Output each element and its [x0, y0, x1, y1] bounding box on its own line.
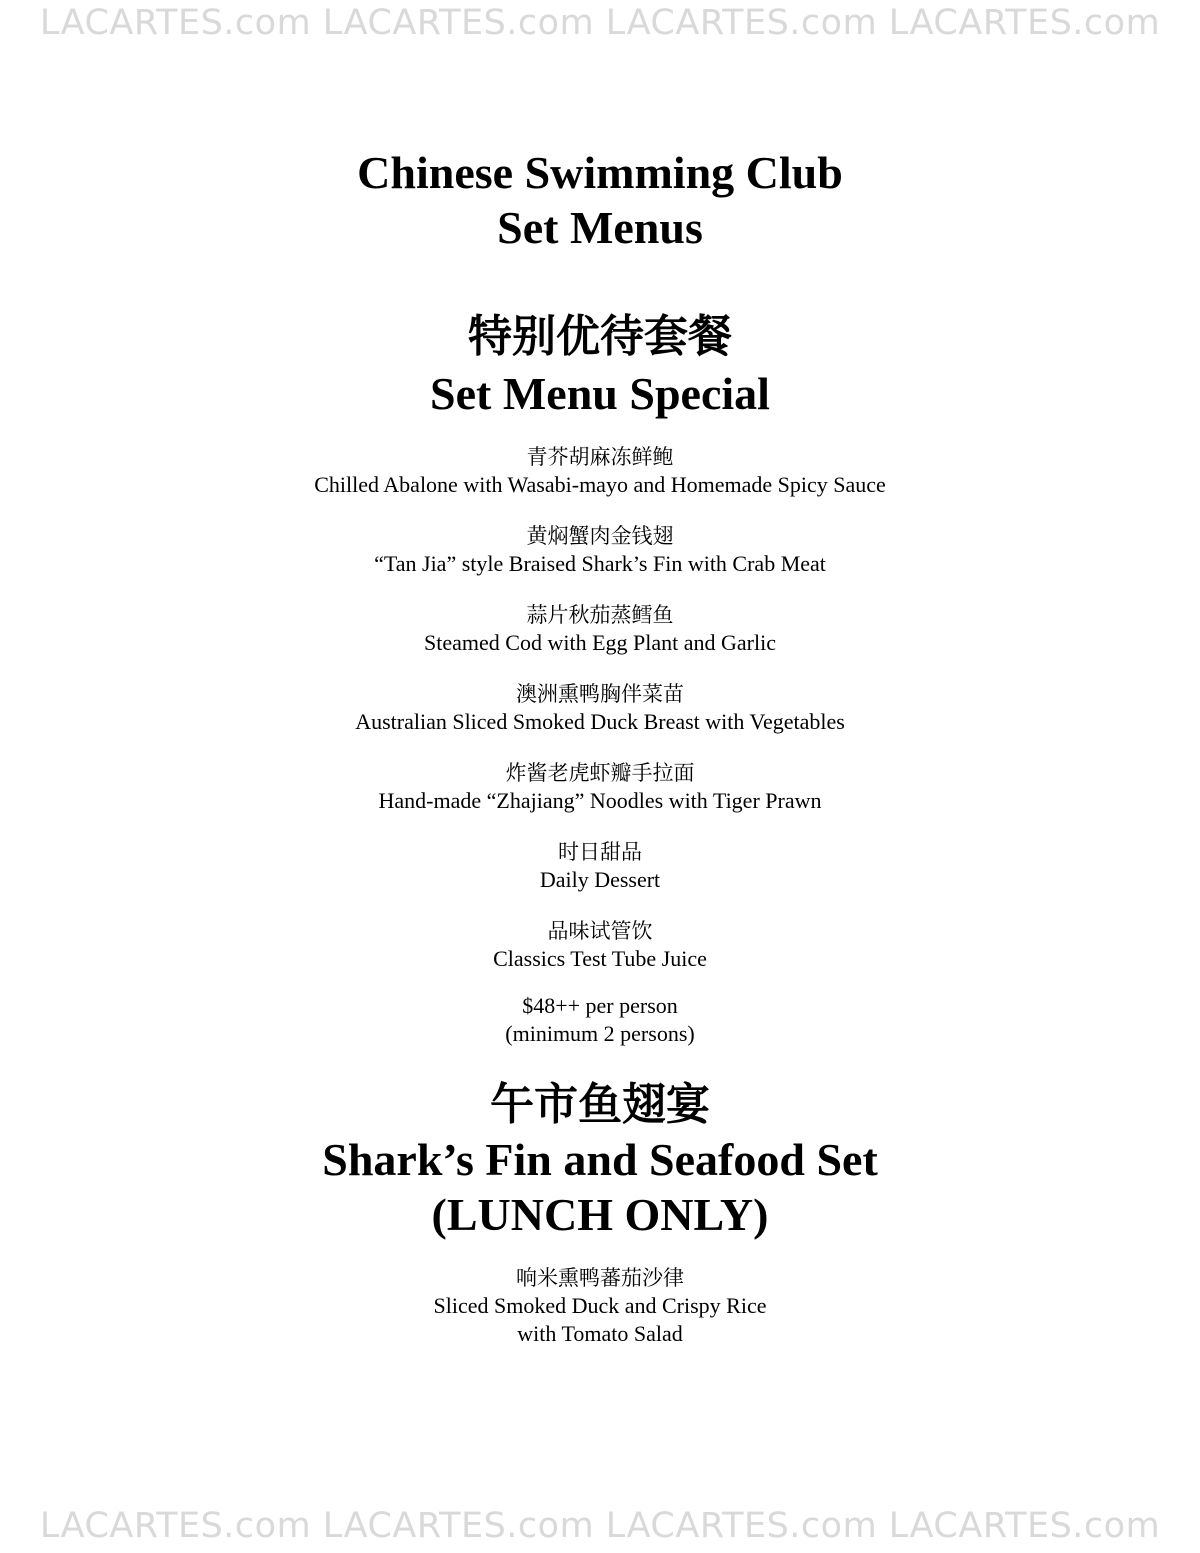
- dish-name-cn: 蒜片秋茄蒸鳕鱼: [526, 603, 674, 627]
- dish-item: [0, 917, 1200, 973]
- dish-name-cn: 青芥胡麻冻鲜鲍: [526, 445, 674, 469]
- dish-item: [0, 1264, 1200, 1348]
- dish-item: [0, 680, 1200, 736]
- dish-name-cn: 响米熏鸭蕃茄沙律: [516, 1266, 684, 1290]
- dish-item: [0, 759, 1200, 815]
- section-title-en: Shark’s Fin and Seafood Set: [322, 1134, 878, 1185]
- dish-list: [0, 443, 1200, 973]
- dish-name-en: Australian Sliced Smoked Duck Breast with Vegetables: [355, 709, 845, 734]
- set-menus-title: Set Menus: [497, 202, 703, 253]
- dish-name-en: Classics Test Tube Juice: [493, 946, 707, 971]
- watermark-top: LACARTES.com LACARTES.com LACARTES.com LACARTES.com: [39, 6, 1161, 41]
- dish-name-cn: 时日甜品: [558, 840, 642, 864]
- dish-item: [0, 443, 1200, 499]
- menu-page: [0, 145, 1200, 1371]
- section-title-en: Set Menu Special: [430, 368, 770, 419]
- dish-name-en: Hand-made “Zhajiang” Noodles with Tiger Prawn: [378, 788, 822, 813]
- dish-name-en: Daily Dessert: [539, 867, 661, 892]
- dish-name-en: “Tan Jia” style Braised Shark’s Fin with Crab Meat: [374, 551, 826, 576]
- dish-list: [0, 1264, 1200, 1348]
- set-menu-special-section: [0, 308, 1200, 1048]
- dish-item: [0, 838, 1200, 894]
- dish-name-cn: 品味试管饮: [547, 919, 653, 943]
- dish-item: [0, 601, 1200, 657]
- lunch-set-section: [0, 1078, 1200, 1348]
- price-info: [0, 992, 1200, 1048]
- section-subtitle-en: (LUNCH ONLY): [431, 1189, 769, 1240]
- dish-name-cn: 炸酱老虎虾瓣手拉面: [505, 761, 695, 785]
- menu-header: [0, 145, 1200, 255]
- dish-name-cn: 黄焖蟹肉金钱翅: [526, 524, 674, 548]
- dish-item: [0, 522, 1200, 578]
- dish-name-cn: 澳洲熏鸭胸伴菜苗: [516, 682, 684, 706]
- watermark-bottom: LACARTES.com LACARTES.com LACARTES.com LACARTES.com: [39, 1509, 1161, 1544]
- section-title-cn: 特别优待套餐: [468, 311, 732, 362]
- dish-name-en: Steamed Cod with Egg Plant and Garlic: [424, 630, 776, 655]
- price-minimum: (minimum 2 persons): [505, 1021, 695, 1046]
- dish-name-en: Sliced Smoked Duck and Crispy Rice: [433, 1293, 767, 1318]
- price-per-person: $48++ per person: [522, 993, 678, 1018]
- dish-name-en-continued: with Tomato Salad: [517, 1321, 683, 1346]
- section-title-cn: 午市鱼翅宴: [490, 1079, 710, 1130]
- club-title: Chinese Swimming Club: [357, 147, 843, 198]
- dish-name-en: Chilled Abalone with Wasabi-mayo and Homemade Spicy Sauce: [314, 472, 886, 497]
